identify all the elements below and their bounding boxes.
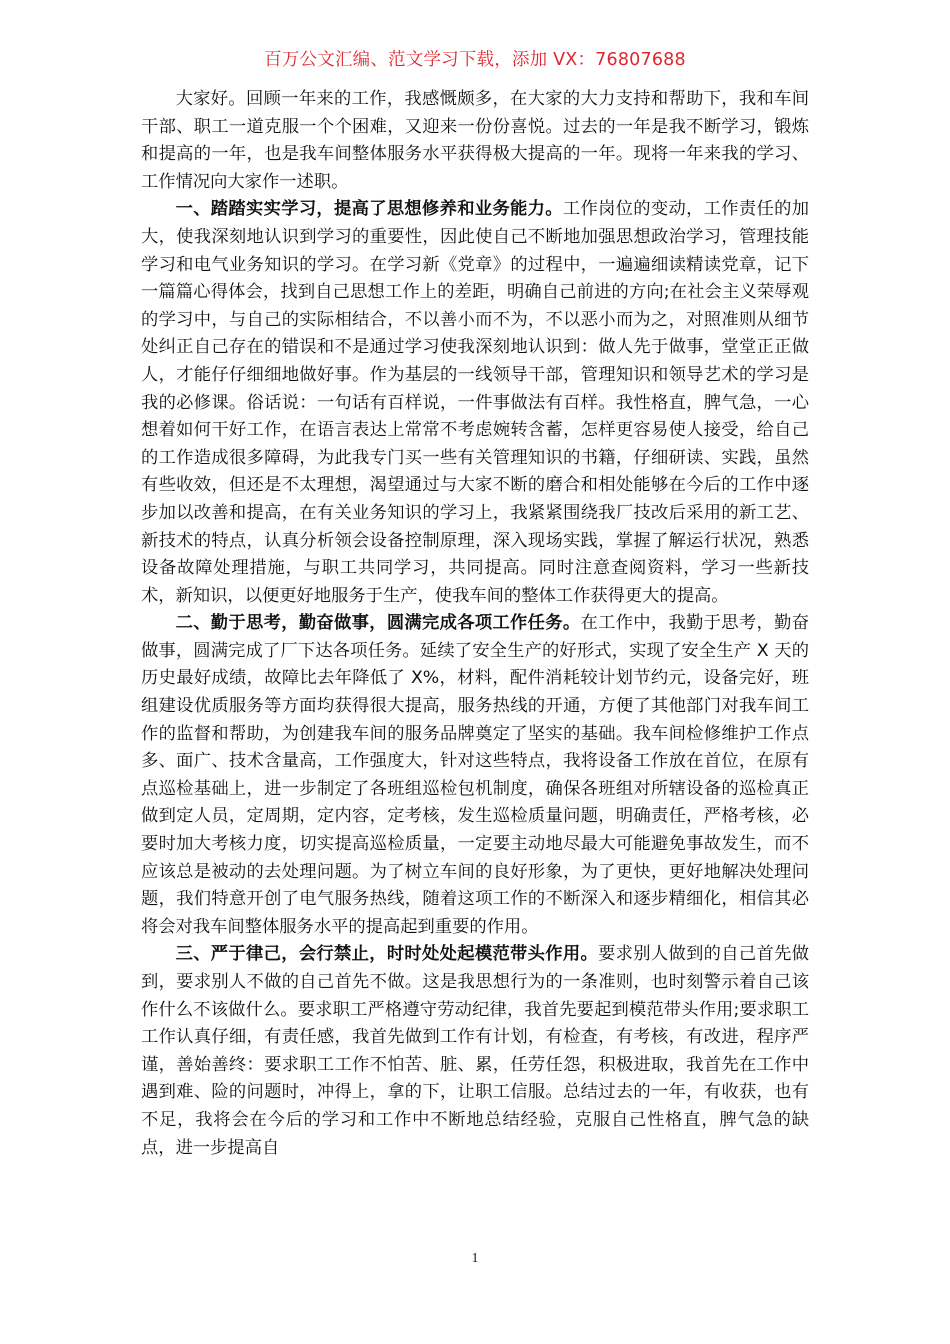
section-paragraph-3 [141, 941, 809, 1162]
intro-paragraph: 大家好。回顾一年来的工作，我感慨颇多，在大家的大力支持和帮助下，我和车间干部、职工一道克服一个个困难，又迎来一份份喜悦。过去的一年是我不断学习，锻炼和提高的一年，也是我车间整体服务水平获得极大提高的一年。现将一年来我的学习、工作情况向大家作一述职。 [141, 89, 809, 192]
section-paragraph-1 [141, 196, 809, 610]
section-text-3: 要求别人做到的自己首先做到，要求别人不做的自己首先不做。这是我思想行为的一条准则，也时刻警示着自己该作什么不该做什么。要求职工严格遵守劳动纪律，我首先要起到模范带头作用;要求职工工作认真仔细，有责任感，我首先做到工作有计划，有检查，有考核，有改进，程序严谨，善始善终：要求职工工作不怕苦、脏、累，任劳任怨，积极进取，我首先在工作中遇到难、险的问题时，冲得上，拿的下，让职工信服。总结过去的一年，有收获，也有不足，我将会在今后的学习和工作中不断地总结经验，克服自己性格直，脾气急的缺点，进一步提高自 [141, 944, 809, 1158]
section-heading-2: 二、勤于思考，勤奋做事，圆满完成各项工作任务。 [175, 613, 581, 634]
section-heading-3: 三、严于律己，会行禁止，时时处处起模范带头作用。 [175, 944, 599, 965]
document-body [141, 86, 809, 1162]
section-paragraph-2 [141, 610, 809, 941]
section-text-1: 工作岗位的变动，工作责任的加大，使我深刻地认识到学习的重要性，因此使自己不断地加强思想政治学习，管理技能学习和电气业务知识的学习。在学习新《党章》的过程中，一遍遍细读精读党章，记下一篇篇心得体会，找到自己思想工作上的差距，明确自己前进的方向;在社会主义荣辱观的学习中，与自己的实际相结合，不以善小而不为，不以恶小而为之，对照准则从细节处纠正自己存在的错误和不是通过学习使我深刻地认识到：做人先于做事，堂堂正正做人，才能仔仔细细地做好事。作为基层的一线领导干部，管理知识和领导艺术的学习是我的必修课。俗话说：一句话有百样说，一件事做法有百样。我性格直，脾气急，一心想着如何干好工作，在语言表达上常常不考虑婉转含蓄，怎样更容易使人接受，给自己的工作造成很多障碍，为此我专门买一些有关管理知识的书籍，仔细研读、实践，虽然有些收效，但还是不太理想，渴望通过与大家不断的磨合和相处能够在今后的工作中逐步加以改善和提高，在有关业务知识的学习上，我紧紧围绕我厂技改后采用的新工艺、新技术的特点，认真分析领会设备控制原理，深入现场实践，掌握了解运行状况，熟悉设备故障处理措施，与职工共同学习，共同提高。同时注意查阅资料，学习一些新技术，新知识，以便更好地服务于生产，使我车间的整体工作获得更大的提高。 [141, 199, 809, 606]
section-heading-1: 一、踏踏实实学习，提高了思想修养和业务能力。 [175, 199, 563, 220]
page-number: 1 [471, 1251, 479, 1266]
watermark-header: 百万公文汇编、范文学习下载，添加 VX：76807688 [264, 50, 686, 70]
section-text-2: 在工作中，我勤于思考，勤奋做事，圆满完成了厂下达各项任务。延续了安全生产的好形式，实现了安全生产 X 天的历史最好成绩，故障比去年降低了 X%，材料，配件消耗较计划节约元，设备完好，班组建设优质服务等方面均获得很大提高，服务热线的开通，方便了其他部门对我车间工作的监督和帮助，为创建我车间的服务品牌奠定了坚实的基础。我车间检修维护工作点多、面广、技术含量高，工作强度大，针对这些特点，我将设备工作放在首位，在原有点巡检基础上，进一步制定了各班组巡检包机制度，确保各班组对所辖设备的巡检真正做到定人员，定周期，定内容，定考核，发生巡检质量问题，明确责任，严格考核，必要时加大考核力度，切实提高巡检质量，一定要主动地尽最大可能避免事故发生，而不应该总是被动的去处理问题。为了树立车间的良好形象，为了更快，更好地解决处理问题，我们特意开创了电气服务热线，随着这项工作的不断深入和逐步精细化，相信其必将会对我车间整体服务水平的提高起到重要的作用。 [141, 613, 809, 937]
